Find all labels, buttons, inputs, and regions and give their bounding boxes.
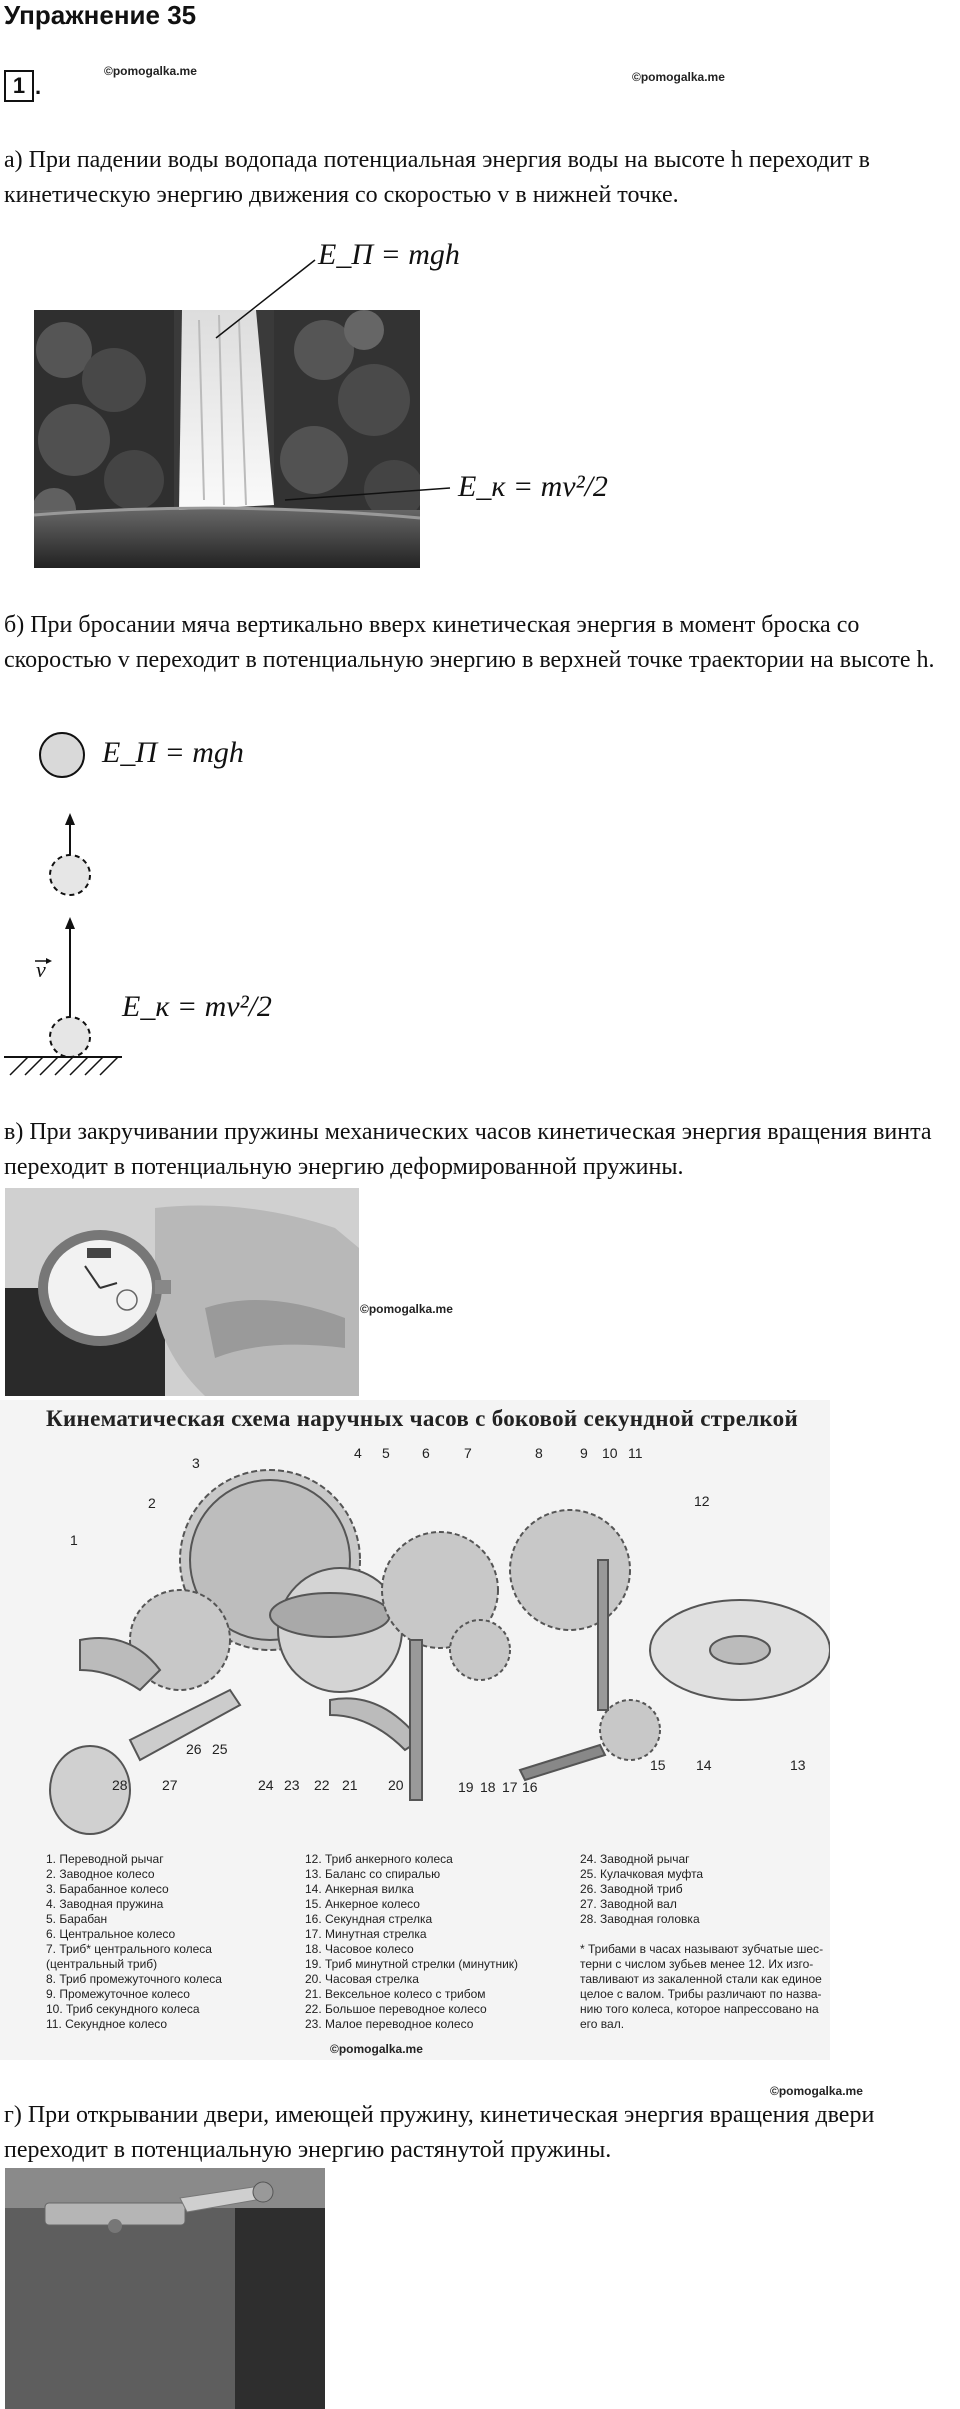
task-number-box: 1 (4, 70, 34, 102)
gear-label: 21 (342, 1777, 358, 1793)
ball-diagram (0, 725, 130, 1095)
gear-label: 12 (694, 1493, 710, 1509)
gear-label: 15 (650, 1757, 666, 1773)
gear-label: 5 (382, 1445, 390, 1461)
watermark: ©pomogalka.me (632, 70, 725, 84)
gear-label: 3 (192, 1455, 200, 1471)
gear-label: 13 (790, 1757, 806, 1773)
watch-photo (5, 1188, 359, 1396)
gear-label: 14 (696, 1757, 712, 1773)
svg-text:v: v (36, 957, 46, 982)
watermark: ©pomogalka.me (330, 2042, 423, 2056)
gear-label: 27 (162, 1777, 178, 1793)
gear-label: 20 (388, 1777, 404, 1793)
task-number-dot: . (35, 74, 42, 99)
paragraph-d: г) При открывании двери, имеющей пружину, кинетическая энергия вращения двери переходит в потенциальную энергию растянутой пружины. (4, 2102, 875, 2163)
gear-label: 26 (186, 1741, 202, 1757)
gear-label: 9 (580, 1445, 588, 1461)
formula-kinetic-ball: E_к = mv²/2 (122, 990, 272, 1023)
legend-column-3: 24. Заводной рычаг 25. Кулачковая муфта 26. Заводной триб 27. Заводной вал 28. Заводная головка * Трибами в часах называют зубчатые шес- терни с числом зубьев менее 12. Их изго- тавливают из закаленной стали как единое целое с валом. Трибы различают по назва- нию того колеса, которое напрессовано на его вал. (580, 1852, 824, 2031)
waterfall-pointer-lines (200, 240, 480, 520)
scheme-title: Кинематическая схема наручных часов с боковой секундной стрелкой (46, 1406, 799, 1431)
gear-label: 4 (354, 1445, 362, 1461)
gear-mechanism-drawing (0, 1440, 830, 1860)
gear-label: 10 (602, 1445, 618, 1461)
formula-potential-ball: E_П = mgh (102, 736, 244, 769)
watermark: ©pomogalka.me (104, 64, 197, 78)
legend-column-2: 12. Триб анкерного колеса 13. Баланс со спиралью 14. Анкерная вилка 15. Анкерное колесо 16. Секундная стрелка 17. Минутная стрелка 18. Часовое колесо 19. Триб минутной стрелки (минутник) 20. Часовая стрелка 21. Вексельное колесо с трибом 22. Большое переводное колесо 23. Малое переводное колесо (305, 1852, 519, 2031)
gear-label: 23 (284, 1777, 300, 1793)
door-closer-photo (5, 2168, 325, 2409)
formula-kinetic-waterfall: E_к = mv²/2 (458, 470, 608, 503)
gear-label: 11 (628, 1445, 643, 1461)
gear-label: 17 (502, 1779, 518, 1795)
watermark: ©pomogalka.me (770, 2084, 863, 2098)
gear-label: 25 (212, 1741, 228, 1757)
gear-label: 22 (314, 1777, 330, 1793)
gear-label: 7 (464, 1445, 472, 1461)
paragraph-c: в) При закручивании пружины механических часов кинетическая энергия вращения винта переходит в потенциальную энергию деформированной пружины. (4, 1119, 932, 1180)
legend-column-1: 1. Переводной рычаг 2. Заводное колесо 3. Барабанное колесо 4. Заводная пружина 5. Барабан 6. Центральное колесо 7. Триб* центрального колеса (центральный триб) 8. Триб промежуточного колеса 9. Промежуточное колесо 10. Триб секундного колеса 11. Секундное колесо (46, 1852, 222, 2031)
gear-label: 8 (535, 1445, 543, 1461)
gear-label: 2 (148, 1495, 156, 1511)
gear-label: 18 (480, 1779, 496, 1795)
gear-label: 19 (458, 1779, 474, 1795)
gear-label: 6 (422, 1445, 430, 1461)
watermark: ©pomogalka.me (360, 1302, 453, 1316)
gear-label: 16 (522, 1779, 538, 1795)
gear-label: 24 (258, 1777, 274, 1793)
watch-kinematic-scheme (0, 1400, 830, 2060)
gear-label: 1 (70, 1532, 78, 1548)
gear-label: 28 (112, 1777, 128, 1793)
paragraph-a: а) При падении воды водопада потенциальная энергия воды на высоте h переходит в кинетическую энергию движения со скоростью v в нижней точке. (4, 147, 870, 208)
formula-potential-waterfall: E_П = mgh (318, 238, 460, 271)
page-title: Упражнение 35 (4, 0, 197, 30)
paragraph-b: б) При бросании мяча вертикально вверх кинетическая энергия в момент броска со скоростью v переходит в потенциальную энергию в верхней точке траектории на высоте h. (4, 612, 935, 673)
